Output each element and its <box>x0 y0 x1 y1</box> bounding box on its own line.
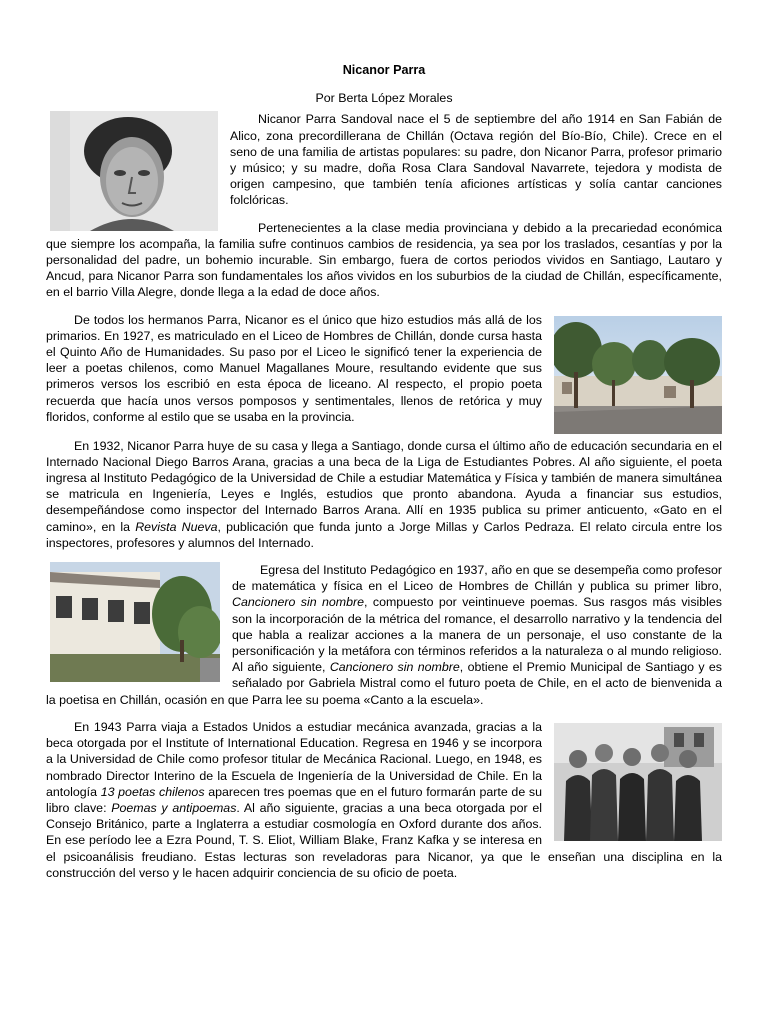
author-line: Por Berta López Morales <box>315 91 453 106</box>
paragraph-4-text-end: , publicación que funda junto a Jorge Millas y Carlos Pedraza. El relato circula entre los inspectores, profesores y alumnos del Internado. <box>46 519 723 550</box>
paragraph-4-text: En 1932, Nicanor Parra huye de su casa y llega a Santiago, donde cursa el último año de educación secundaria en el Internado Nacional Diego Barros Arana, gracias a una beca de la Liga de Estudiantes Pobres. Al año siguiente, el poeta ingresa al Instituto Pedagógico de la Universidad de Chile a estudiar Matemática y Física y también de manera simultánea se matricula en Ingeniería, Leyes e Inglés, estudios que pronto abandona. Ayuda a financiar sus estudios, desempeñándose como inspector del Internado Barros Arana. Allí en 1935 publica su primer anticuento, «Gato en el camino», en la <box>46 438 722 534</box>
paragraph-5-text: Egresa del Instituto Pedagógico en 1937, año en que se desempeña como profesor de matemática y física en el Liceo de Hombres de Chillán y publica su primer libro, <box>232 563 722 594</box>
document-title: Nicanor Parra <box>342 63 426 77</box>
paragraph-6-text-mid: aparecen tres poemas que en el futuro formarán parte de su libro clave: <box>46 784 542 815</box>
paragraph-4 <box>46 438 722 551</box>
school-building-photo <box>50 562 220 682</box>
revista-nueva-title: Revista Nueva <box>135 519 218 534</box>
paragraph-1: Nicanor Parra Sandoval nace el 5 de septiembre del año 1914 en San Fabián de Alico, zona precordillerana de Chillán (Octava región del Bío-Bío, Chile). Crece en el seno de una familia de artistas populares: su padre, don Nicanor Parra, profesor primario y músico; y su madre, doña Rosa Clara Sandoval Navarrete, tejedora y modista de origen campesino, que también tenía aficiones artísticas y solía cantar canciones folclóricas. <box>230 112 722 208</box>
paragraph-2: Pertenecientes a la clase media provinciana y debido a la precariedad económica que siempre los acompaña, la familia sufre continuos cambios de residencia, ya sea por los traslados, cesantías y por la personalidad del padre, un bohemio incurable. Sin embargo, fuera de cortos periodos vividos en Santiago, Lautaro y Ancud, para Nicanor Parra son fundamentales los años vividos en los suburbios de la ciudad de Chillán, específicamente, en el barrio Villa Alegre, donde llega a la edad de doce años. <box>46 220 722 300</box>
cancionero-title: Cancionero sin nombre <box>232 595 365 610</box>
paragraph-6-text: En 1943 Parra viaja a Estados Unidos a estudiar mecánica avanzada, gracias a la beca otorgada por el Institute of International Education. Regresa en 1946 y se incorpora a la Universidad de Chile como profesor titular de Mecánica Racional. Luego, en 1948, es nombrado Director Interino de la Escuela de Ingeniería de la Universidad de Chile. En la antología <box>46 719 542 799</box>
paragraph-5-text-end: , obtiene el Premio Municipal de Santiago y es señalado por Gabriela Mistral como el futuro poeta de Chile, en el acto de bienvenida a la poetisa en Chillán, ocasión en que Parra lee su poema «Canto a la escuela». <box>46 660 722 707</box>
portrait-photo <box>50 111 218 231</box>
paragraph-5-text-mid: , compuesto por veintinueve poemas. Sus rasgos más visibles son la incorporación de la métrica del romance, el desarrollo narrativo y la tendencia del que habla a realizar acciones a la manera de un personaje, el uso constante de la personificación y la metáfora con términos referidos a la naturaleza o al mundo religioso. Al año siguiente, <box>232 595 722 675</box>
group-photo <box>554 723 722 841</box>
anthology-title: 13 poetas chilenos <box>100 784 205 799</box>
street-photo <box>554 316 722 434</box>
cancionero-title-2: Cancionero sin nombre <box>329 660 460 675</box>
paragraph-3: De todos los hermanos Parra, Nicanor es el único que hizo estudios más allá de los primarios. En 1927, es matriculado en el Liceo de Hombres de Chillán, donde cursa hasta el Quinto Año de Humanidades. Su paso por el Liceo le significó tener la experiencia de leer a poetas chilenos, como Manuel Magallanes Moure, resultando evidente que sus primeros versos los escribió en esta época de liceano. Al respecto, el propio poeta recuerda que hacía unos versos pomposos y sentimentales, llenos de retórica y muy floridos, conforme al estilo que se usaba en la provincia. <box>46 312 542 424</box>
document-page <box>46 0 722 881</box>
poemas-antipoemas-title: Poemas y antipoemas <box>111 800 237 815</box>
paragraph-6-text-end: . Al año siguiente, gracias a una beca otorgada por el Consejo Británico, parte a Inglaterra a estudiar cosmología en Oxford durante dos años. En ese período lee a Ezra Pound, T. S. Eliot, William Blake, Franz Kafka y se interesa en el psicoanálisis freudiano. Estas lecturas son reveladoras para Nicanor, ya que le enseñan una disciplina en la construcción del verso y le hacen adquirir conciencia de su oficio de poeta. <box>46 800 722 880</box>
